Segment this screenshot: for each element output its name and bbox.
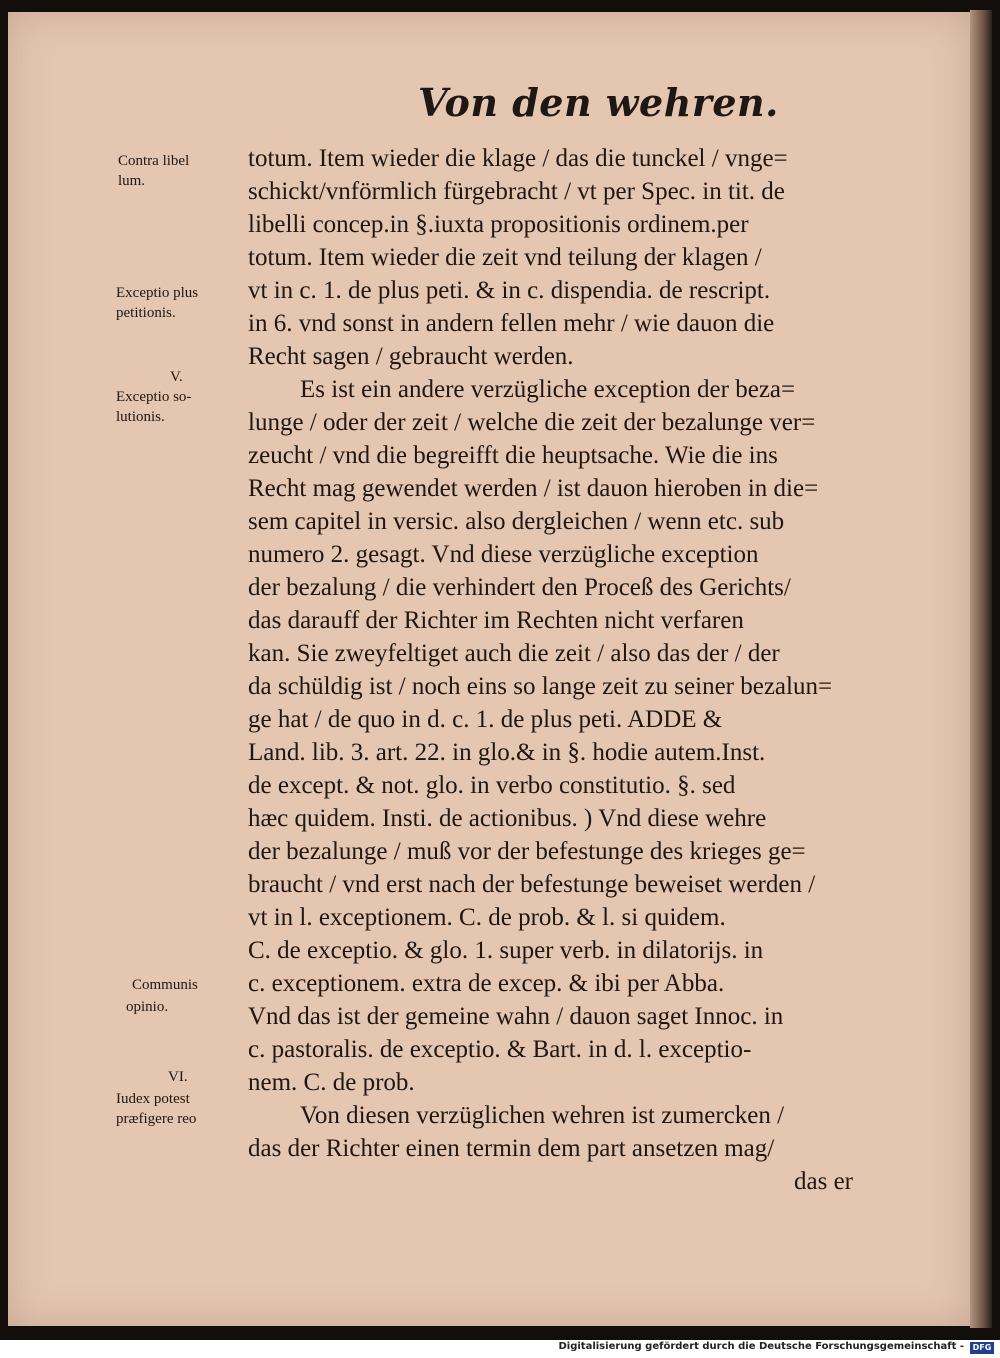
margin-note: præfigere reo (116, 1111, 197, 1127)
text-line: kan. Sie zweyfeltiget auch die zeit / also das der / der (248, 640, 780, 667)
margin-note: Exceptio plus (116, 285, 199, 301)
margin-note: V. (170, 369, 183, 385)
text-line: totum. Item wieder die klage / das die tunckel / vnge= (248, 145, 788, 172)
text-line: c. exceptionem. extra de excep. & ibi per Abba. (248, 970, 725, 997)
margin-note: VI. (168, 1069, 188, 1085)
margin-note: Contra libel (118, 153, 190, 169)
text-line: vt in l. exceptionem. C. de prob. & l. si quidem. (248, 904, 726, 931)
page-edge (970, 10, 992, 1328)
text-line: vt in c. 1. de plus peti. & in c. dispendia. de rescript. (248, 277, 771, 304)
text-line: totum. Item wieder die zeit vnd teilung der klagen / (248, 244, 762, 271)
margin-note: lum. (118, 173, 146, 189)
text-line: der bezalung / die verhindert den Proceß des Gerichts/ (248, 574, 791, 601)
text-line: de except. & not. glo. in verbo constitutio. §. sed (248, 772, 736, 799)
text-line: da schüldig ist / noch eins so lange zeit zu seiner bezalun= (248, 673, 833, 700)
margin-note: lutionis. (116, 409, 165, 425)
text-line: libelli concep.in §.iuxta propositionis ordinem.per (248, 211, 749, 238)
text-line: Vnd das ist der gemeine wahn / dauon saget Innoc. in (248, 1003, 784, 1030)
text-line: schickt/vnförmlich fürgebracht / vt per Spec. in tit. de (248, 178, 785, 205)
text-line: zeucht / vnd die begreifft die heuptsache. Wie die ins (248, 442, 778, 469)
footer-credit: Digitalisierung gefördert durch die Deutsche Forschungsgemeinschaft - (558, 1341, 964, 1352)
text-line: Recht sagen / gebraucht werden. (248, 343, 574, 370)
text-line: Es ist ein andere verzügliche exception der beza= (300, 376, 796, 403)
catchword: das er (794, 1168, 853, 1195)
margin-note: Communis (132, 977, 198, 993)
text-line: hæc quidem. Insti. de actionibus. ) Vnd diese wehre (248, 805, 767, 832)
text-line: Recht mag gewendet werden / ist dauon hieroben in die= (248, 475, 819, 502)
text-line: C. de exceptio. & glo. 1. super verb. in dilatorijs. in (248, 937, 764, 964)
text-line: numero 2. gesagt. Vnd diese verzügliche exception (248, 541, 759, 568)
text-line: ge hat / de quo in d. c. 1. de plus peti. ADDE & (248, 706, 723, 733)
text-line: in 6. vnd sonst in andern fellen mehr / wie dauon die (248, 310, 775, 337)
text-line: c. pastoralis. de exceptio. & Bart. in d. l. exceptio- (248, 1036, 752, 1063)
margin-note: Exceptio so- (116, 389, 192, 405)
text-line: der bezalunge / muß vor der befestunge des krieges ge= (248, 838, 806, 865)
margin-note: petitionis. (116, 305, 176, 321)
text-line: nem. C. de prob. (248, 1069, 415, 1096)
text-line: Land. lib. 3. art. 22. in glo.& in §. hodie autem.Inst. (248, 739, 766, 766)
text-line: das der Richter einen termin dem part ansetzen mag/ (248, 1135, 775, 1162)
text-line: lunge / oder der zeit / welche die zeit der bezalunge ver= (248, 409, 816, 436)
margin-note: opinio. (126, 999, 169, 1015)
margin-note: Iudex potest (116, 1091, 190, 1107)
running-head: Von den wehren. (418, 80, 779, 125)
text-line: sem capitel in versic. also dergleichen / wenn etc. sub (248, 508, 785, 535)
text-line: das darauff der Richter im Rechten nicht verfaren (248, 607, 744, 634)
text-line: braucht / vnd erst nach der befestunge beweiset werden / (248, 871, 816, 898)
dfg-logo: DFG (970, 1342, 994, 1354)
text-line: Von diesen verzüglichen wehren ist zumercken / (300, 1102, 785, 1129)
